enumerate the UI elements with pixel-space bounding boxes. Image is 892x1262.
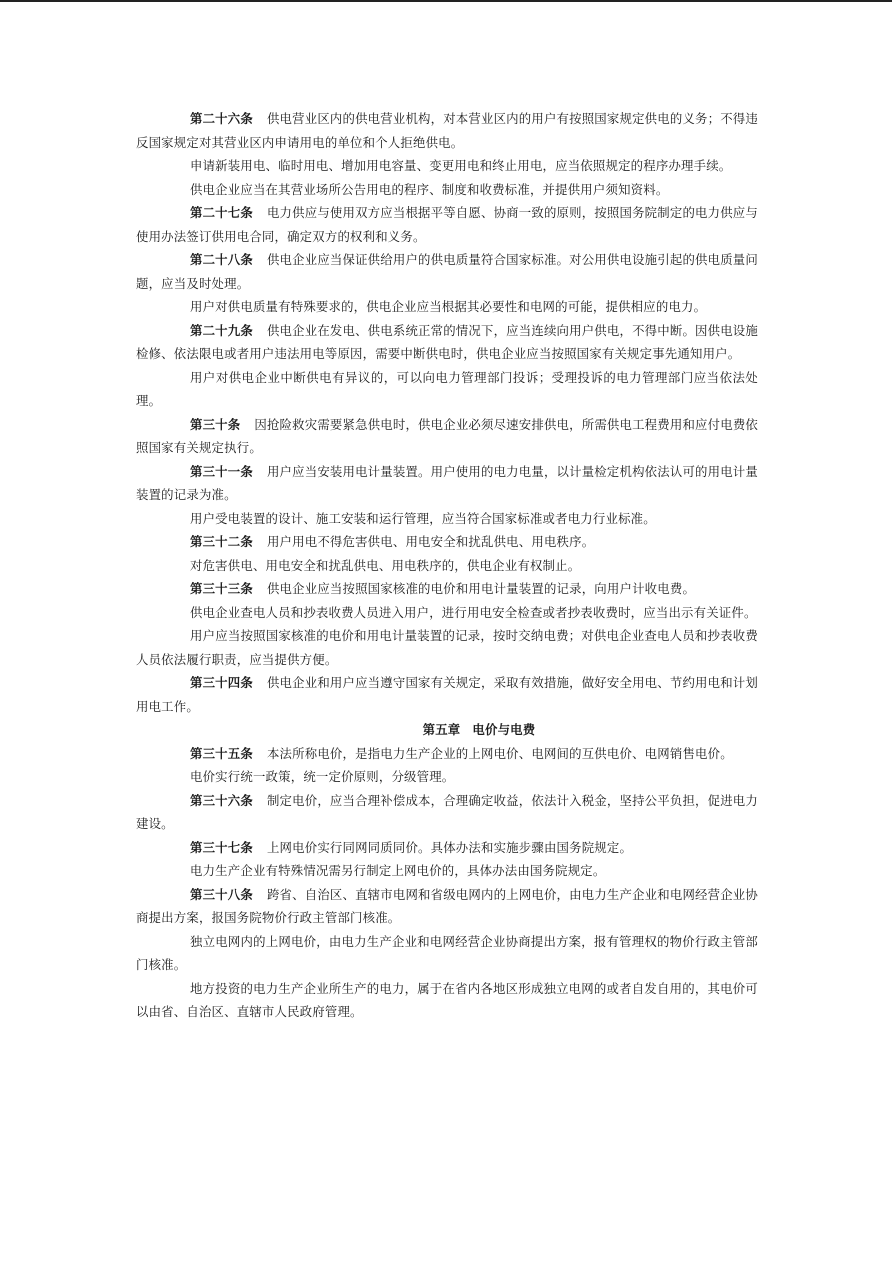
paragraph <box>136 836 758 860</box>
paragraph <box>136 178 758 202</box>
paragraph <box>136 930 758 977</box>
paragraph-text: 电力供应与使用双方应当根据平等自愿、协商一致的原则，按照国务院制定的电力供应与使用办法签订供用电合同，确定双方的权利和义务。 <box>136 205 758 244</box>
paragraph-text: 上网电价实行同网同质同价。具体办法和实施步骤由国务院规定。 <box>266 839 633 855</box>
paragraph <box>136 601 758 625</box>
paragraph-text: 供电企业应当在其营业场所公告用电的程序、制度和收费标准，并提供用户须知资料。 <box>190 181 669 197</box>
paragraph-text: 供电企业查电人员和抄表收费人员进入用户，进行用电安全检查或者抄表收费时，应当出示有关证件。 <box>190 604 757 620</box>
paragraph-text: 制定电价，应当合理补偿成本，合理确定收益，依法计入税金，坚持公平负担，促进电力建设。 <box>136 792 758 831</box>
article-number: 第二十六条 <box>190 111 253 126</box>
paragraph-text: 供电企业应当按照国家核准的电价和用电计量装置的记录，向用户计收电费。 <box>266 581 696 596</box>
paragraph <box>136 295 758 319</box>
paragraph <box>136 319 758 366</box>
paragraph-text: 电力生产企业有特殊情况需另行制定上网电价的，具体办法由国务院规定。 <box>190 863 606 878</box>
paragraph <box>136 742 758 766</box>
paragraph <box>136 530 758 554</box>
paragraph-text: 用户对供电质量有特殊要求的，供电企业应当根据其必要性和电网的可能，提供相应的电力。 <box>190 299 707 314</box>
paragraph-text: 用户应当安装用电计量装置。用户使用的电力电量，以计量检定机构依法认可的用电计量装置的记录为准。 <box>136 463 758 502</box>
paragraph-text: 供电企业在发电、供电系统正常的情况下，应当连续向用户供电，不得中断。因供电设施检修、依法限电或者用户违法用电等原因，需要中断供电时，供电企业应当按照国家有关规定事先通知用户。 <box>136 322 758 361</box>
paragraph <box>136 859 758 883</box>
article-number: 第三十七条 <box>190 839 253 855</box>
article-number: 第三十一条 <box>190 463 253 479</box>
article-number: 第三十五条 <box>190 745 253 761</box>
chapter-heading <box>136 718 758 742</box>
paragraph-text: 跨省、自治区、直辖市电网和省级电网内的上网电价，由电力生产企业和电网经营企业协商提出方案，报国务院物价行政主管部门核准。 <box>136 886 758 925</box>
paragraph-text: 本法所称电价，是指电力生产企业的上网电价、电网间的互供电价、电网销售电价。 <box>266 745 733 761</box>
paragraph-text: 因抢险救灾需要紧急供电时，供电企业必须尽速安排供电，所需供电工程费用和应付电费依照国家有关规定执行。 <box>136 416 758 455</box>
article-number: 第三十二条 <box>190 534 253 549</box>
paragraph-text: 对危害供电、用电安全和扰乱供电、用电秩序的，供电企业有权制止。 <box>190 557 581 573</box>
paragraph-text: 用户对供电企业中断供电有异议的，可以向电力管理部门投诉；受理投诉的电力管理部门应当依法处理。 <box>136 369 758 408</box>
paragraph-text: 供电营业区内的供电营业机构，对本营业区内的用户有按照国家规定供电的义务；不得违反国家规定对其营业区内申请用电的单位和个人拒绝供电。 <box>136 111 758 150</box>
article-number: 第二十七条 <box>190 205 253 220</box>
article-number: 第二十八条 <box>190 252 253 267</box>
paragraph <box>136 977 758 1024</box>
article-number: 第三十六条 <box>190 792 253 808</box>
paragraph <box>136 624 758 671</box>
paragraph <box>136 107 758 154</box>
article-number: 第二十九条 <box>190 322 253 338</box>
paragraph-text: 用户用电不得危害供电、用电安全和扰乱供电、用电秩序。 <box>266 534 595 549</box>
paragraph <box>136 554 758 578</box>
paragraph <box>136 507 758 531</box>
paragraph-text: 电价实行统一政策，统一定价原则，分级管理。 <box>190 769 455 784</box>
chapter-title: 电价与电费 <box>472 722 536 737</box>
paragraph-text: 地方投资的电力生产企业所生产的电力，属于在省内各地区形成独立电网的或者自发自用的，其电价可以由省、自治区、直辖市人民政府管理。 <box>136 980 758 1019</box>
chapter-number: 第五章 <box>422 722 461 737</box>
paragraph <box>136 883 758 930</box>
paragraph <box>136 413 758 460</box>
paragraph-text: 申请新装用电、临时用电、增加用电容量、变更用电和终止用电，应当依照规定的程序办理手续。 <box>190 158 732 173</box>
paragraph <box>136 154 758 178</box>
paragraph-text: 用户受电装置的设计、施工安装和运行管理，应当符合国家标准或者电力行业标准。 <box>190 510 656 526</box>
paragraph-text: 独立电网内的上网电价，由电力生产企业和电网经营企业协商提出方案，报有管理权的物价行政主管部门核准。 <box>136 933 758 972</box>
article-number: 第三十八条 <box>190 886 253 902</box>
paragraph-text: 供电企业和用户应当遵守国家有关规定，采取有效措施，做好安全用电、节约用电和计划用电工作。 <box>136 675 758 714</box>
paragraph <box>136 366 758 413</box>
paragraph <box>136 577 758 601</box>
paragraph <box>136 248 758 295</box>
paragraph <box>136 765 758 789</box>
paragraph <box>136 671 758 718</box>
top-border-line <box>0 0 892 2</box>
paragraph <box>136 460 758 507</box>
document-page <box>136 107 758 1024</box>
paragraph <box>136 201 758 248</box>
article-number: 第三十条 <box>190 416 241 432</box>
article-number: 第三十四条 <box>190 675 253 690</box>
paragraph <box>136 789 758 836</box>
paragraph-text: 用户应当按照国家核准的电价和用电计量装置的记录，按时交纳电费；对供电企业查电人员和抄表收费人员依法履行职责，应当提供方便。 <box>136 628 758 667</box>
article-number: 第三十三条 <box>190 581 253 596</box>
paragraph-text: 供电企业应当保证供给用户的供电质量符合国家标准。对公用供电设施引起的供电质量问题，应当及时处理。 <box>136 252 758 291</box>
